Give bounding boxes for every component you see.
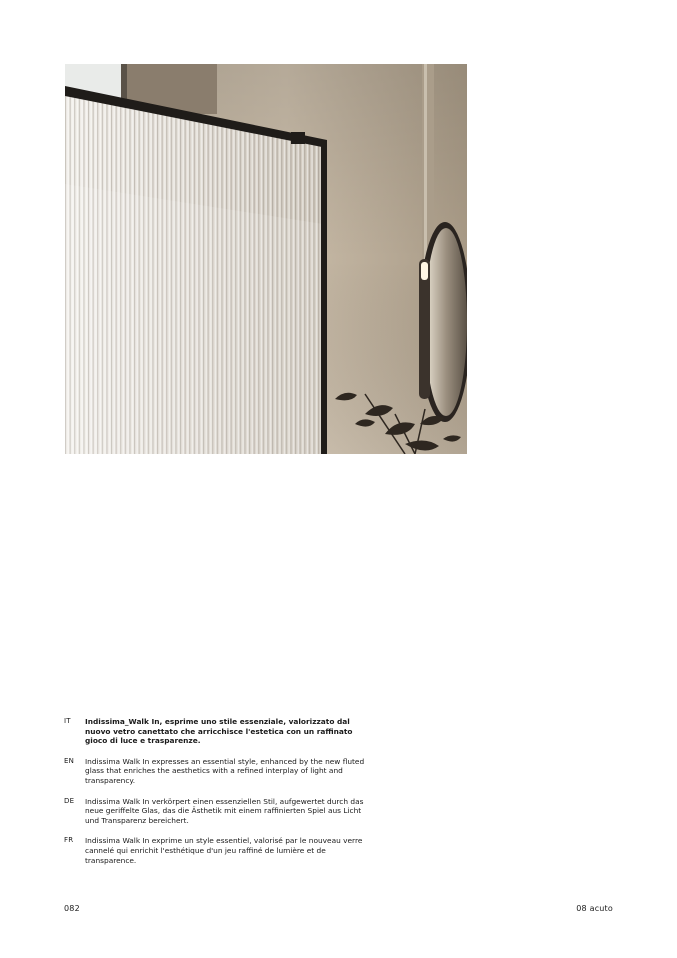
product-photo xyxy=(65,64,467,454)
caption-de xyxy=(64,797,384,826)
caption-text: Indissima Walk In expresses an essential style, enhanced by the new fluted glass that enriches the aesthetics with a refined interplay of light and transparency. xyxy=(85,756,365,785)
caption-text: Indissima Walk In verkörpert einen essenziellen Stil, aufgewertet durch das neue geriffelte Glas, das die Ästhetik mit einem raffinierten Spiel aus Licht und Transparenz bereichert. xyxy=(85,796,364,825)
language-code: IT xyxy=(64,717,71,725)
caption-fr xyxy=(64,836,384,865)
caption-list xyxy=(64,717,384,876)
caption-text: Indissima_Walk In, esprime uno stile essenziale, valorizzato dal nuovo vetro canettato che arricchisce l'estetica con un raffinato gioco di luce e trasparenze. xyxy=(85,717,353,746)
language-code: FR xyxy=(64,836,74,845)
section-label: 08 acuto xyxy=(576,904,613,913)
caption-en xyxy=(64,757,384,786)
page-number: 082 xyxy=(64,904,80,913)
caption-text: Indissima Walk In exprime un style essentiel, valorisé par le nouveau verre cannelé qui enrichit l'esthétique d'un jeu raffiné de lumière et de transparence. xyxy=(85,836,363,865)
caption-it xyxy=(64,717,384,746)
language-code: DE xyxy=(64,796,75,805)
language-code: EN xyxy=(64,756,75,765)
